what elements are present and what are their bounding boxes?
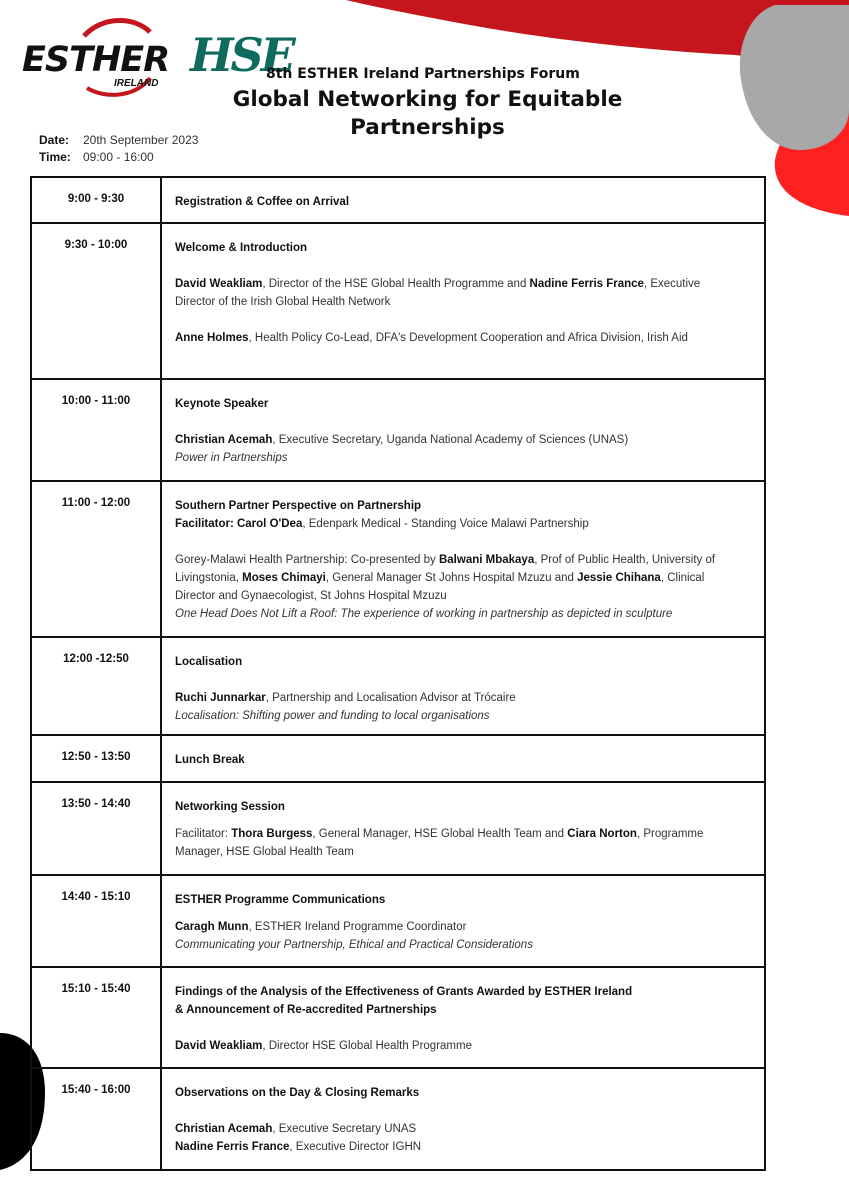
agenda-content-cell	[161, 782, 765, 875]
hse-logo-word: HSE	[190, 28, 293, 82]
agenda-row	[31, 637, 765, 735]
agenda-content-cell	[161, 379, 765, 481]
talk-title: Communicating your Partnership, Ethical and Practical Considerations	[175, 939, 533, 951]
agenda-time: 12:50 - 13:50	[61, 751, 131, 763]
talk-title: Power in Partnerships	[175, 452, 288, 464]
agenda-time-cell	[31, 481, 161, 637]
session-title: Lunch Break	[175, 754, 245, 766]
speaker-line: David Weakliam, Director of the HSE Global Health Programme and Nadine Ferris France, Executive	[175, 278, 701, 290]
agenda-time-cell	[31, 967, 161, 1068]
grey-blob	[740, 5, 849, 150]
facilitator-line: Facilitator: Carol O'Dea, Edenpark Medical - Standing Voice Malawi Partnership	[175, 518, 589, 530]
session-title: Localisation	[175, 656, 243, 668]
talk-title: Localisation: Shifting power and funding to local organisations	[175, 710, 490, 722]
agenda-content-cell	[161, 223, 765, 379]
speaker-line: Nadine Ferris France, Executive Director IGHN	[175, 1141, 422, 1153]
speaker-line: Director of the Irish Global Health Network	[175, 296, 391, 308]
esther-ireland-logo	[22, 18, 172, 98]
agenda-time: 9:30 - 10:00	[64, 239, 128, 251]
speaker-line: Facilitator: Thora Burgess, General Manager, HSE Global Health Team and Ciara Norton, Programme	[175, 828, 704, 840]
speaker-line: Caragh Munn, ESTHER Ireland Programme Coordinator	[175, 921, 467, 933]
speaker-line: Christian Acemah, Executive Secretary UNAS	[175, 1123, 417, 1135]
agenda-time-cell	[31, 177, 161, 223]
forum-title: 8th ESTHER Ireland Partnerships Forum	[266, 66, 580, 82]
agenda-time: 15:40 - 16:00	[61, 1084, 131, 1096]
session-title: Welcome & Introduction	[175, 242, 308, 254]
session-title: Observations on the Day & Closing Remarks	[175, 1087, 420, 1099]
page-title-line-2: Partnerships	[350, 115, 505, 140]
agenda-time: 10:00 - 11:00	[61, 395, 131, 407]
agenda-content-cell	[161, 637, 765, 735]
session-title-line-2: & Announcement of Re-accredited Partnerships	[175, 1004, 437, 1016]
agenda-content-cell	[161, 735, 765, 782]
talk-title: One Head Does Not Lift a Roof: The experience of working in partnership as depicted in sculpture	[175, 608, 673, 620]
agenda-time-cell	[31, 782, 161, 875]
agenda-row	[31, 177, 765, 223]
agenda-row	[31, 875, 765, 967]
speaker-line: Manager, HSE Global Health Team	[175, 846, 354, 858]
speaker-line: Anne Holmes, Health Policy Co-Lead, DFA's Development Cooperation and Africa Division, Irish Aid	[175, 332, 688, 344]
agenda-content-cell	[161, 1068, 765, 1170]
page-title-line-1: Global Networking for Equitable	[232, 87, 623, 112]
agenda-time-cell	[31, 735, 161, 782]
speaker-line: Christian Acemah, Executive Secretary, Uganda National Academy of Sciences (UNAS)	[175, 434, 629, 446]
agenda-content-cell	[161, 967, 765, 1068]
date-value: 20th September 2023	[83, 133, 199, 147]
page-title	[210, 86, 645, 142]
agenda-time-cell	[31, 1068, 161, 1170]
date-label: Date:	[39, 133, 70, 147]
agenda-row	[31, 735, 765, 782]
agenda-time: 9:00 - 9:30	[67, 193, 125, 205]
speaker-line: Livingstonia, Moses Chimayi, General Manager St Johns Hospital Mzuzu and Jessie Chihana, Clinical	[175, 572, 705, 584]
speaker-line: Gorey-Malawi Health Partnership: Co-presented by Balwani Mbakaya, Prof of Public Health, University of	[175, 554, 716, 566]
event-time	[39, 150, 154, 164]
agenda-time-cell	[31, 637, 161, 735]
hse-logo	[190, 28, 293, 88]
session-title: Findings of the Analysis of the Effectiveness of Grants Awarded by ESTHER Ireland	[175, 986, 633, 998]
agenda-table	[30, 176, 766, 1171]
agenda-row	[31, 782, 765, 875]
speaker-line: Ruchi Junnarkar, Partnership and Localisation Advisor at Trócaire	[175, 692, 516, 704]
agenda-row	[31, 223, 765, 379]
time-label: Time:	[39, 150, 71, 164]
agenda-content-cell	[161, 481, 765, 637]
agenda-time-cell	[31, 875, 161, 967]
agenda-time: 11:00 - 12:00	[61, 497, 131, 509]
speaker-line: David Weakliam, Director HSE Global Health Programme	[175, 1040, 472, 1052]
event-date	[39, 133, 198, 147]
agenda-row	[31, 481, 765, 637]
agenda-row	[31, 379, 765, 481]
agenda-time-cell	[31, 379, 161, 481]
agenda-row	[31, 967, 765, 1068]
agenda-time: 14:40 - 15:10	[61, 891, 131, 903]
session-title: Networking Session	[175, 801, 285, 813]
session-title: Registration & Coffee on Arrival	[175, 196, 350, 208]
agenda-time: 15:10 - 15:40	[61, 983, 131, 995]
agenda-content-cell	[161, 177, 765, 223]
esther-logo-word: ESTHER	[22, 40, 170, 80]
session-title: ESTHER Programme Communications	[175, 894, 386, 906]
agenda-content-cell	[161, 875, 765, 967]
esther-logo-sub: IRELAND	[114, 78, 159, 89]
speaker-line: Director and Gynaecologist, St Johns Hospital Mzuzu	[175, 590, 447, 602]
agenda-row	[31, 1068, 765, 1170]
time-value: 09:00 - 16:00	[83, 150, 154, 164]
session-title: Southern Partner Perspective on Partnership	[175, 500, 422, 512]
agenda-time: 13:50 - 14:40	[61, 798, 131, 810]
session-title: Keynote Speaker	[175, 398, 269, 410]
agenda-time-cell	[31, 223, 161, 379]
agenda-time: 12:00 -12:50	[63, 653, 129, 665]
